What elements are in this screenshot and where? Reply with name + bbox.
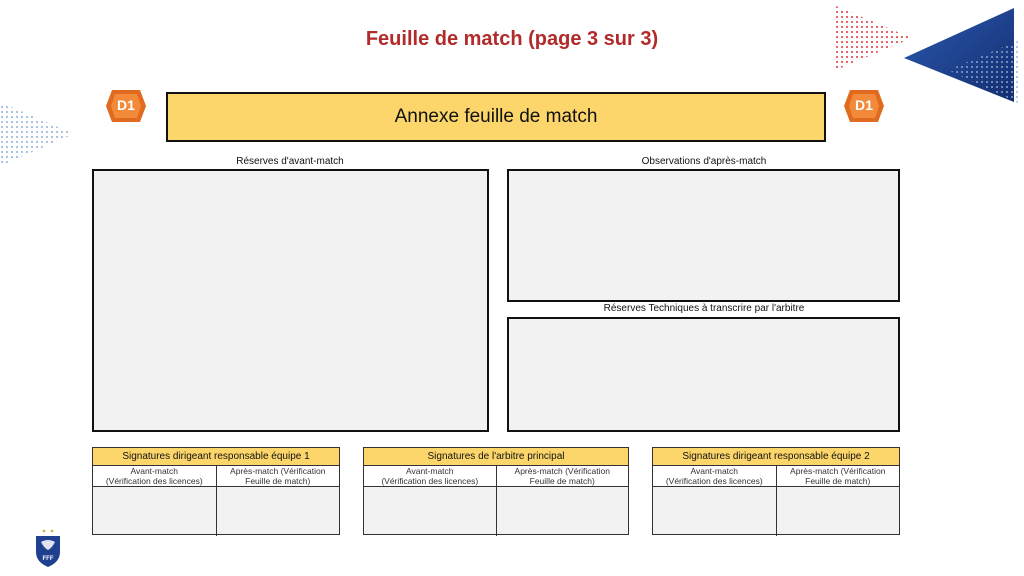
reserves-avant-match-box[interactable] bbox=[92, 169, 489, 432]
d1-logo-right bbox=[844, 88, 884, 124]
signature-cell-avant-match[interactable] bbox=[364, 487, 496, 536]
column-apres-match bbox=[496, 466, 629, 486]
d1-logo-left-text: D1 bbox=[117, 97, 135, 113]
signature-cell-apres-match[interactable] bbox=[216, 487, 340, 536]
column-avant-match bbox=[364, 466, 496, 486]
signature-table-arbitre bbox=[363, 447, 629, 535]
label-reserves-avant-match: Réserves d'avant-match bbox=[236, 156, 344, 167]
signature-cell-apres-match[interactable] bbox=[496, 487, 629, 536]
column-avant-match bbox=[653, 466, 776, 486]
column-apres-match-label: Après-match (Vérification Feuille de match) bbox=[514, 466, 610, 486]
signature-table-title: Signatures dirigeant responsable équipe 2 bbox=[653, 448, 899, 466]
column-avant-match bbox=[93, 466, 216, 486]
column-apres-match-label: Après-match (Vérification Feuille de match) bbox=[230, 466, 326, 486]
signature-cell-apres-match[interactable] bbox=[776, 487, 900, 536]
label-reserves-techniques: Réserves Techniques à transcrire par l'arbitre bbox=[603, 303, 805, 314]
column-apres-match bbox=[776, 466, 900, 486]
d1-logo-right-text: D1 bbox=[855, 97, 873, 113]
annexe-banner-title: Annexe feuille de match bbox=[394, 106, 598, 127]
column-avant-match-label: Avant-match (Vérification des licences) bbox=[381, 466, 479, 486]
signature-table-title: Signatures dirigeant responsable équipe 1 bbox=[93, 448, 339, 466]
page-title: Feuille de match (page 3 sur 3) bbox=[365, 28, 659, 50]
annexe-banner bbox=[166, 92, 826, 142]
signature-cell-avant-match[interactable] bbox=[653, 487, 776, 536]
label-observations-apres-match: Observations d'après-match bbox=[641, 156, 767, 167]
observations-apres-match-box[interactable] bbox=[507, 169, 900, 302]
column-avant-match-label: Avant-match (Vérification des licences) bbox=[105, 466, 203, 486]
reserves-techniques-box[interactable] bbox=[507, 317, 900, 432]
column-apres-match bbox=[216, 466, 340, 486]
decorative-dots-left bbox=[0, 100, 80, 170]
signature-cell-avant-match[interactable] bbox=[93, 487, 216, 536]
signature-table-equipe-1 bbox=[92, 447, 340, 535]
signature-table-equipe-2 bbox=[652, 447, 900, 535]
column-apres-match-label: Après-match (Vérification Feuille de match) bbox=[790, 466, 886, 486]
d1-logo-left bbox=[106, 88, 146, 124]
fff-crest-logo bbox=[32, 528, 64, 568]
signature-table-title: Signatures de l'arbitre principal bbox=[364, 448, 628, 466]
fff-crest-text: FFF bbox=[42, 556, 54, 562]
column-avant-match-label: Avant-match (Vérification des licences) bbox=[665, 466, 763, 486]
